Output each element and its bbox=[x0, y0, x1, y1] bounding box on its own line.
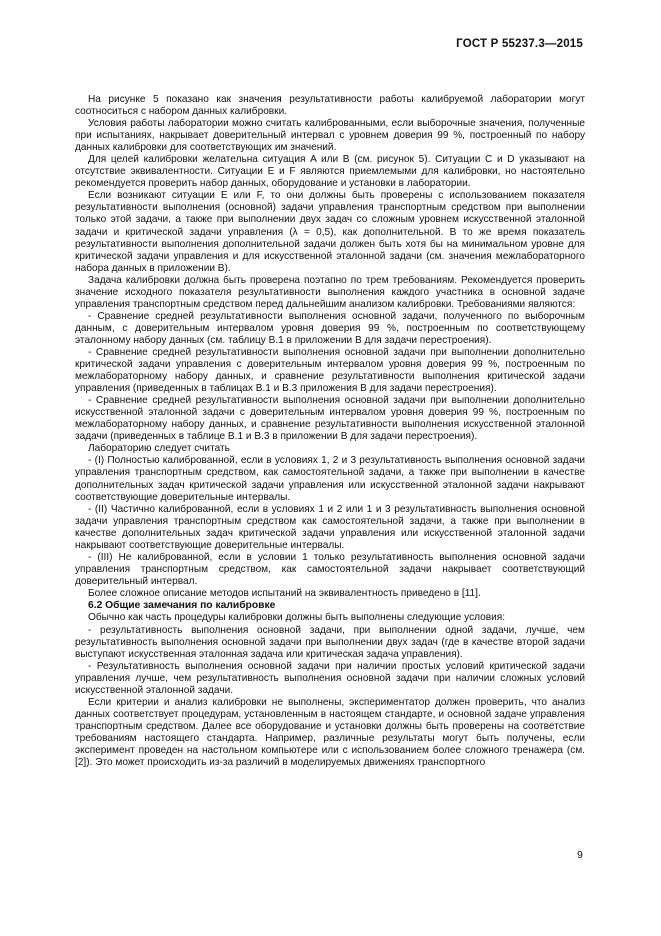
paragraph: Более сложное описание методов испытаний на эквивалентность приведено в [11]. bbox=[88, 587, 481, 599]
paragraph: Лабораторию следует считать bbox=[88, 443, 230, 455]
section-heading: 6.2 Общие замечания по калибровке bbox=[88, 599, 276, 611]
list-item: - результативность выполнения основной задачи, при выполнении одной задачи, лучше, чем результативность выполнения основной задачи при выполнении двух задач (где в качестве второй задачи выступают искусственная эталонная задача или критическая задача управления). bbox=[75, 624, 585, 660]
paragraph: Обычно как часть процедуры калибровки должны быть выполнены следующие условия: bbox=[88, 612, 506, 624]
list-item: - Результативность выполнения основной задачи при наличии простых условий критической задачи управления лучше, чем результативность выполнения основной задачи при наличии сложных условий искусственной эталонной задачи. bbox=[75, 660, 585, 696]
paragraph: На рисунке 5 показано как значения результативности работы калибруемой лаборатории могут соотноситься с набором данных калибровки. bbox=[75, 94, 585, 118]
list-item: - (III) Не калиброванной, если в условии 1 только результативность выполнения основной задачи управления транспортным средством, как самостоятельной задачи накрывает соответствующий доверительный интервал. bbox=[75, 551, 585, 587]
list-item: - Сравнение средней результативности выполнения основной задачи при выполнении дополнительно искусственной эталонной задачи с доверительным интервалом уровня доверия 99 %, построенным по межлабораторному набору данных, и сравнение результативности выполнения искусственной эталонной задачи (приведенных в таблице B.1 и B.3 в приложении B для задачи перестроения). bbox=[75, 395, 585, 443]
list-item: - Сравнение средней результативности выполнения основной задачи при выполнении дополнительно критической задачи управления с доверительным интервалом уровня доверия 99 %, построенным по межлабораторному набору данных, и сравнение результативности выполнения критической задачи управления (приведенных в таблицах B.1 и B.3 приложения B для задачи перестроения). bbox=[75, 346, 585, 395]
list-item: - (II) Частично калиброванной, если в условиях 1 и 2 или 1 и 3 результативность выполнения основной задачи управления транспортным средством как самостоятельной задачи, а также при выполнении в качестве дополнительных задач критической задачи управления или искусственной эталонной задачи накрывают соответствующие доверительные интервалы. bbox=[75, 503, 585, 551]
paragraph: Задача калибровки должна быть проверена поэтапно по трем требованиям. Рекомендуется проверить значение исходного показателя результативности выполнения каждого участника в основной задаче управления транспортным средством перед дальнейшим анализом калибровки. Требованиями являются: bbox=[75, 274, 585, 310]
document-header: ГОСТ Р 55237.3—2015 bbox=[456, 38, 583, 50]
list-item: - (I) Полностью калиброванной, если в условиях 1, 2 и 3 результативность выполнения основной задачи управления транспортным средством, как самостоятельной задачи, а также при выполнении в качестве дополнительных задач критической задачи управления или искусственной эталонной задачи накрывают соответствующие доверительные интервалы. bbox=[75, 455, 585, 503]
page-number: 9 bbox=[577, 849, 583, 861]
paragraph: Если возникают ситуации E или F, то они должны быть проверены с использованием показателя результативности выполнения (основной) задачи управления транспортным средством при выполнении только этой задачи, а также при выполнении двух задач со сложным уровнем искусственной эталонной задачи и критической задачи управления (λ = 0,5), как дополнительной. В то же время показатель результативности выполнения дополнительной задачи должен быть хотя бы на минимальном уровне для критической задачи управления и для искусственной эталонной задачи (см. значения межлабораторного набора данных в приложении B). bbox=[75, 190, 585, 274]
paragraph: Для целей калибровки желательна ситуация A или B (см. рисунок 5). Ситуации C и D указывают на отсутствие эквивалентности. Ситуации E и F являются приемлемыми для калибровки, но настоятельно рекомендуется проверить набор данных, оборудование и установки в лаборатории. bbox=[75, 154, 585, 190]
paragraph: Условия работы лаборатории можно считать калиброванными, если выборочные значения, полученные при испытаниях, накрывает доверительный интервал с уровнем доверия 99 %, построенный по набору данных калибровки для соответствующих им значений. bbox=[75, 118, 585, 154]
page-body bbox=[75, 94, 585, 769]
paragraph: Если критерии и анализ калибровки не выполнены, экспериментатор должен проверить, что анализ данных соответствует процедурам, установленным в настоящем стандарте, и основной задаче управления транспортным средством. Далее все оборудование и установки должны быть проверены на соответствие требованиям настоящего стандарта. Например, различные результаты могут быть получены, если эксперимент проведен на настольном компьютере или с использованием более сложного тренажера (см. [2]). Это может происходить из-за различий в моделируемых движениях транспортного bbox=[75, 696, 585, 769]
list-item: - Сравнение средней результативности выполнения основной задачи, полученного по выборочным данным, с доверительным интервалом уровня доверия 99 %, построенным по соответствующему эталонному набору данных (см. таблицу B.1 в приложении B для задачи перестроения). bbox=[75, 310, 585, 346]
